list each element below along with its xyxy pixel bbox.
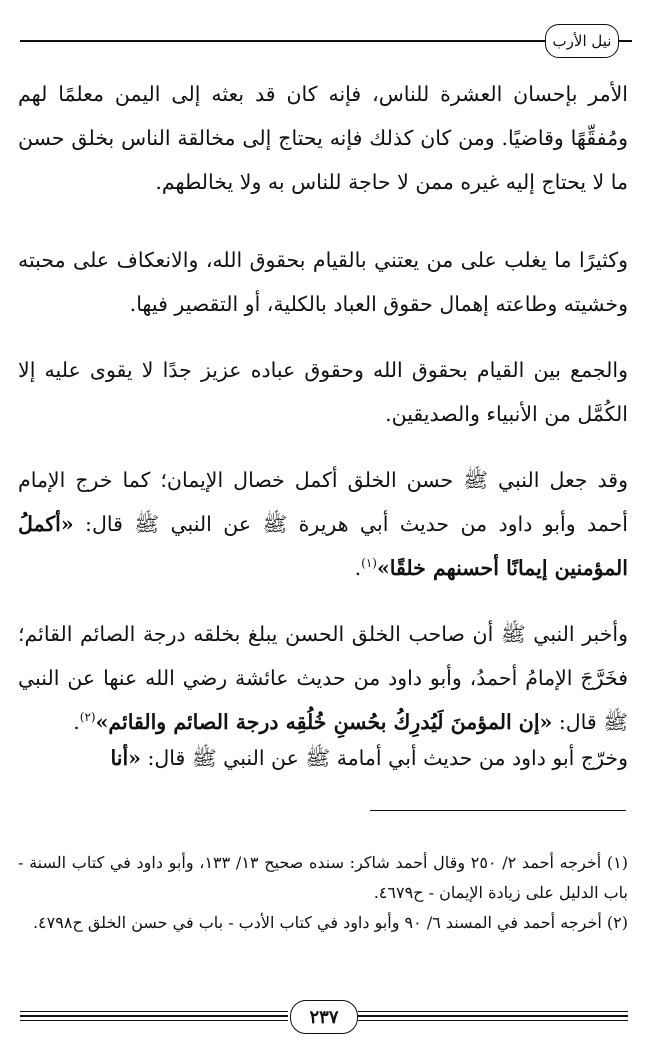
- footer-rule: [20, 1011, 288, 1012]
- paragraph-5-text: وأخبر النبي ﷺ أن صاحب الخلق الحسن يبلغ بخلقه درجة الصائم القائم؛ فخَرَّجَ الإمامُ أحمدُ، وأبو داود من حديث عائشة رضي الله عنها عن النبي ﷺ قال:: [18, 622, 628, 734]
- footer-rule: [20, 1015, 288, 1017]
- paragraph-3: [18, 348, 628, 436]
- paragraph-1-text: الأمر بإحسان العشرة للناس، فإنه كان قد بعثه إلى اليمن معلمًا لهم ومُفقِّهًا وقاضيًا. ومن كان كذلك فإنه يحتاج إلى مخالقة الناس بخلق حسن ما لا يحتاج إليه غيره ممن لا حاجة للناس به ولا يخالطهم.: [18, 82, 628, 194]
- paragraph-2-text: وكثيرًا ما يغلب على من يعتني بالقيام بحقوق الله، والانعكاف على محبته وخشيته وطاعته إهمال حقوق العباد بالكلية، أو التقصير فيها.: [18, 248, 628, 316]
- footer-rule: [358, 1015, 628, 1017]
- footnotes: [18, 848, 628, 938]
- paragraph-2: [18, 238, 628, 326]
- page-number: ٢٣٧: [290, 1000, 358, 1034]
- paragraph-1: [18, 72, 628, 204]
- footnote-ref-2: (٢): [79, 710, 96, 725]
- footer-rule: [358, 1011, 628, 1012]
- paragraph-4-text: وقد جعل النبي ﷺ حسن الخلق أكمل خصال الإيمان؛ كما خرج الإمام أحمد وأبو داود من حديث أبي هريرة ﷺ عن النبي ﷺ قال:: [18, 468, 628, 536]
- footnote-ref-1: (١): [361, 556, 377, 571]
- hadith-quote-2: «إن المؤمنَ لَيُدرِكُ بحُسنِ خُلُقِه درجة الصائم والقائم»: [95, 710, 553, 734]
- running-header-title: نيل الأرب: [545, 24, 619, 58]
- paragraph-6-text: وخرّج أبو داود من حديث أبي أمامة ﷺ عن النبي ﷺ قال:: [140, 746, 628, 770]
- paragraph-4-end: .: [354, 556, 362, 580]
- footnote-separator: [370, 810, 626, 811]
- hadith-quote-3: «أنا: [110, 746, 141, 770]
- paragraph-4: [18, 458, 628, 590]
- header-rule-end: [618, 40, 632, 42]
- paragraph-5-end: .: [73, 710, 80, 734]
- paragraph-6: [18, 736, 628, 780]
- footnote-1: (١) أخرجه أحمد ٢/ ٢٥٠ وقال أحمد شاكر: سنده صحيح ١٣/ ١٣٣، وأبو داود في كتاب السنة - باب الدليل على زيادة الإيمان - ح٤٦٧٩.: [18, 853, 629, 902]
- header-rule: [20, 40, 545, 42]
- paragraph-4-content: [18, 458, 628, 590]
- hadith-quote-1: «أكملُ المؤمنين إيمانًا أحسنهم خلقًا»: [18, 512, 628, 580]
- paragraph-6-content: [18, 736, 628, 780]
- paragraph-5-content: [18, 612, 628, 744]
- footer-rule: [358, 1020, 628, 1021]
- footnote-2: (٢) أخرجه أحمد في المسند ٦/ ٩٠ وأبو داود في كتاب الأدب - باب في حسن الخلق ح٤٧٩٨.: [32, 913, 628, 932]
- paragraph-3-text: والجمع بين القيام بحقوق الله وحقوق عباده عزيز جدًا لا يقوى عليه إلا الكُمَّل من الأنبياء والصديقين.: [18, 358, 628, 426]
- paragraph-5: [18, 612, 628, 744]
- footer-rule: [20, 1020, 288, 1021]
